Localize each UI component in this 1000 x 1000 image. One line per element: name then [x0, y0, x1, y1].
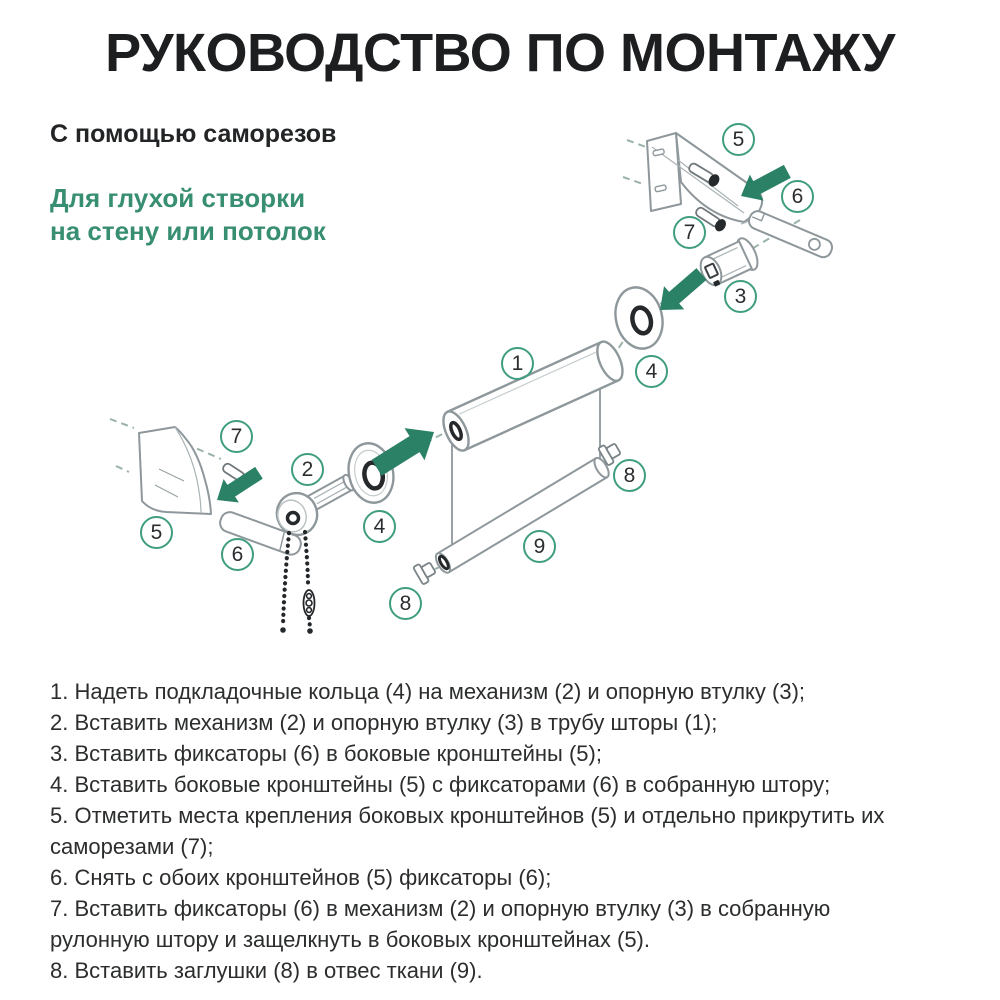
- assembly-diagram: [0, 120, 1000, 680]
- exploded-view-drawing: [0, 120, 1000, 680]
- callout-1: 1: [501, 347, 534, 380]
- callout-2: 2: [291, 453, 324, 486]
- callout-4-right: 4: [635, 355, 668, 388]
- variant-line-2: на стену или потолок: [50, 216, 326, 246]
- callout-6-top: 6: [781, 180, 814, 213]
- page-title: РУКОВОДСТВО ПО МОНТАЖУ: [105, 23, 895, 83]
- instruction-step-1: 1. Надеть подкладочные кольца (4) на механизм (2) и опорную втулку (3);: [50, 679, 806, 704]
- instruction-step-5: 5. Отметить места крепления боковых кронштейнов (5) и отдельно прикрутить их саморезами (7);: [50, 803, 885, 859]
- callout-4-left: 4: [363, 510, 396, 543]
- instruction-step-3: 3. Вставить фиксаторы (6) в боковые кронштейны (5);: [50, 741, 602, 766]
- instruction-step-7: 7. Вставить фиксаторы (6) в механизм (2) и опорную втулку (3) в собранную рулонную штору и защелкнуть в боковых кронштейнах (5).: [50, 896, 831, 952]
- wall-bracket-left: [139, 427, 211, 514]
- callout-5-top: 5: [722, 123, 755, 156]
- instruction-list: [50, 676, 906, 986]
- instruction-step-2: 2. Вставить механизм (2) и опорную втулку (3) в трубу шторы (1);: [50, 710, 718, 735]
- callout-6-left: 6: [221, 538, 254, 571]
- callout-7-top: 7: [673, 216, 706, 249]
- variant-line-1: Для глухой створки: [50, 183, 306, 213]
- callout-3: 3: [724, 280, 757, 313]
- callout-5-left: 5: [140, 516, 173, 549]
- callout-9: 9: [523, 530, 556, 563]
- instruction-step-6: 6. Снять с обоих кронштейнов (5) фиксаторы (6);: [50, 865, 552, 890]
- support-bushing: [696, 235, 762, 290]
- callout-8-left: 8: [389, 587, 422, 620]
- spacer-ring-right: [609, 282, 669, 353]
- end-cap-left: [413, 559, 438, 585]
- fixator-strip-top: [746, 209, 834, 260]
- callout-8-right: 8: [613, 459, 646, 492]
- instruction-step-8: 8. Вставить заглушки (8) в отвес ткани (9).: [50, 958, 483, 983]
- callout-7-left: 7: [220, 420, 253, 453]
- subtitle-method: С помощью саморезов: [50, 120, 337, 148]
- instruction-step-4: 4. Вставить боковые кронштейны (5) с фиксаторами (6) в собранную штору;: [50, 772, 831, 797]
